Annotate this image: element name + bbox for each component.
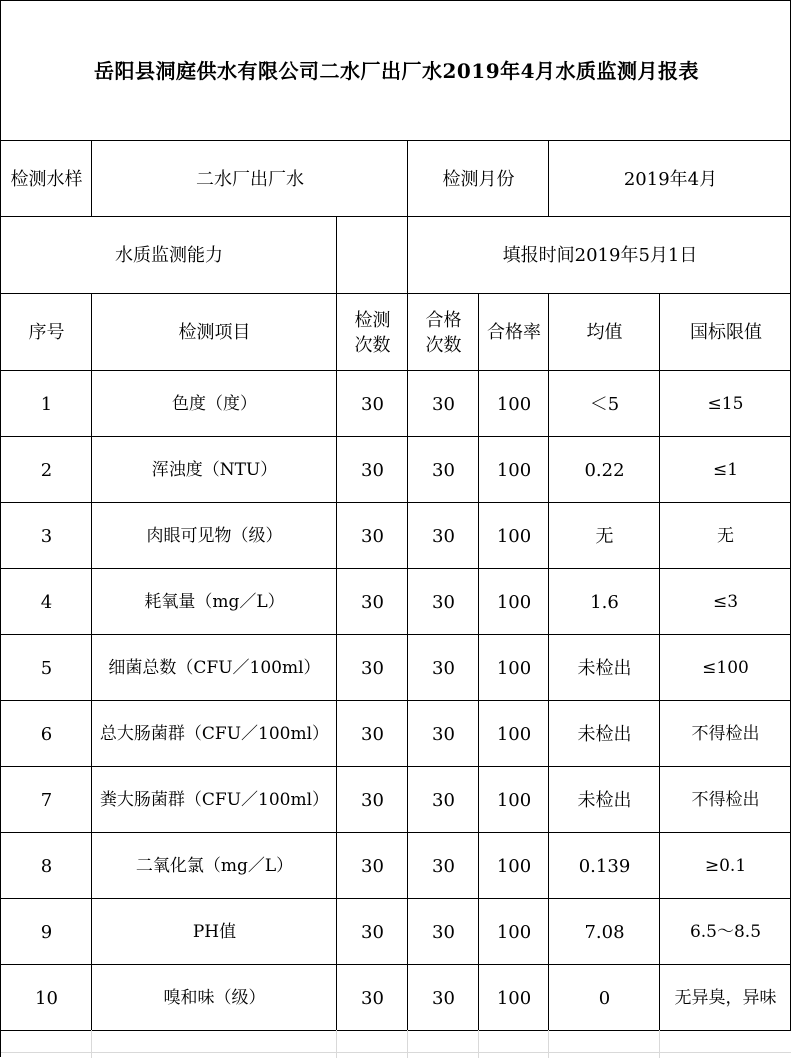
cell-pass: 30	[432, 591, 455, 613]
cell-no: 9	[40, 921, 53, 943]
faint-grid-line	[478, 1030, 479, 1058]
cell-rate: 100	[496, 921, 532, 943]
grid-line	[336, 217, 337, 294]
cell-tests: 30	[361, 657, 384, 679]
cell-limit: 不得检出	[691, 723, 760, 744]
month-value: 2019年4月	[623, 168, 718, 190]
cell-no: 3	[40, 525, 53, 547]
cell-mean: 1.6	[590, 591, 619, 613]
cell-tests: 30	[361, 591, 384, 613]
cell-rate: 100	[496, 525, 532, 547]
faint-grid-line	[1, 1052, 791, 1053]
grid-line	[91, 294, 92, 1030]
cell-no: 1	[40, 393, 53, 415]
grid-line	[548, 294, 549, 1030]
grid-line	[1, 216, 791, 217]
grid-line	[1, 898, 791, 899]
cell-item: 细菌总数（CFU／100ml）	[108, 657, 321, 678]
sample-label: 检测水样	[10, 168, 83, 190]
cell-item: 耗氧量（mg／L）	[144, 591, 285, 612]
cell-tests: 30	[361, 723, 384, 745]
cell-pass: 30	[432, 789, 455, 811]
cell-limit: ≥0.1	[704, 855, 747, 876]
cell-item: 嗅和味（级）	[163, 987, 266, 1008]
cell-item: 粪大肠菌群（CFU／100ml）	[99, 789, 330, 810]
cell-mean: ＜5	[589, 393, 620, 415]
cell-pass: 30	[432, 855, 455, 877]
cell-rate: 100	[496, 459, 532, 481]
cell-item: 肉眼可见物（级）	[146, 525, 283, 546]
cell-rate: 100	[496, 855, 532, 877]
cell-item: 二氧化氯（mg／L）	[135, 855, 294, 876]
cell-item: 总大肠菌群（CFU／100ml）	[99, 723, 330, 744]
grid-line	[407, 141, 408, 294]
cell-limit: ≤3	[712, 591, 739, 612]
cell-limit: 无异臭，异味	[674, 987, 777, 1008]
grid-line	[1, 293, 791, 294]
cell-rate: 100	[496, 789, 532, 811]
grid-line	[548, 141, 549, 217]
month-label: 检测月份	[442, 168, 515, 190]
cell-tests: 30	[361, 855, 384, 877]
cell-pass: 30	[432, 393, 455, 415]
faint-grid-line	[336, 1030, 337, 1058]
cell-rate: 100	[496, 723, 532, 745]
cell-mean: 7.08	[584, 921, 625, 943]
cell-limit: 无	[717, 525, 734, 546]
header-tests	[337, 294, 408, 371]
header-no: 序号	[28, 322, 65, 343]
cell-rate: 100	[496, 987, 532, 1009]
cell-no: 2	[40, 459, 53, 481]
grid-line	[1, 634, 791, 635]
cell-pass: 30	[432, 525, 455, 547]
cell-pass: 30	[432, 657, 455, 679]
grid-line	[407, 294, 408, 1030]
grid-line	[1, 140, 791, 141]
cell-pass: 30	[432, 723, 455, 745]
grid-line	[1, 502, 791, 503]
cell-item: 浑浊度（NTU）	[151, 459, 278, 480]
cell-no: 7	[40, 789, 53, 811]
header-rate: 合格率	[487, 322, 541, 343]
cell-mean: 0.22	[584, 459, 625, 481]
cell-mean: 未检出	[577, 789, 632, 811]
cell-tests: 30	[361, 459, 384, 481]
faint-grid-line	[659, 1030, 660, 1058]
cell-tests: 30	[361, 921, 384, 943]
report-title: 岳阳县洞庭供水有限公司二水厂出厂水2019年4月水质监测月报表	[93, 58, 700, 83]
fill-time: 填报时间2019年5月1日	[502, 245, 698, 266]
cell-limit: ≤100	[702, 657, 749, 678]
capacity-blank	[337, 217, 408, 294]
header-limit: 国标限值	[690, 322, 762, 343]
cell-mean: 0.139	[578, 855, 631, 877]
faint-grid-line	[548, 1030, 549, 1058]
cell-no: 6	[40, 723, 53, 745]
cell-mean: 未检出	[577, 723, 632, 745]
header-mean: 均值	[586, 322, 623, 343]
cell-rate: 100	[496, 591, 532, 613]
grid-line	[1, 436, 791, 437]
cell-rate: 100	[496, 393, 532, 415]
cell-limit: 6.5～8.5	[689, 921, 762, 942]
faint-grid-line	[91, 1030, 92, 1058]
grid-line	[1, 1030, 791, 1031]
cell-pass: 30	[432, 921, 455, 943]
header-item: 检测项目	[178, 322, 251, 343]
cell-tests: 30	[361, 525, 384, 547]
grid-line	[1, 370, 791, 371]
cell-rate: 100	[496, 657, 532, 679]
cell-limit: ≤15	[707, 393, 744, 414]
cell-tests: 30	[361, 987, 384, 1009]
cell-limit: ≤1	[712, 459, 739, 480]
cell-tests: 30	[361, 393, 384, 415]
header-tests-line2: 次数	[354, 334, 391, 356]
grid-line	[336, 294, 337, 1030]
faint-grid-line	[407, 1030, 408, 1058]
cell-no: 5	[40, 657, 53, 679]
cell-limit: 不得检出	[691, 789, 760, 810]
grid-line	[478, 294, 479, 1030]
grid-line	[1, 766, 791, 767]
grid-line	[1, 568, 791, 569]
cell-tests: 30	[361, 789, 384, 811]
grid-line	[1, 700, 791, 701]
cell-mean: 未检出	[577, 657, 632, 679]
header-tests-line1: 检测	[354, 309, 391, 331]
cell-no: 4	[40, 591, 53, 613]
grid-line	[659, 294, 660, 1030]
cell-mean: 无	[595, 525, 614, 547]
sample-value: 二水厂出厂水	[196, 168, 304, 190]
header-pass-line1: 合格	[425, 309, 462, 331]
cell-item: 色度（度）	[172, 393, 257, 414]
cell-pass: 30	[432, 459, 455, 481]
capacity-label: 水质监测能力	[115, 245, 223, 266]
grid-line	[1, 832, 791, 833]
cell-pass: 30	[432, 987, 455, 1009]
cell-mean: 0	[598, 987, 611, 1009]
grid-line	[1, 964, 791, 965]
header-pass	[408, 294, 479, 371]
cell-no: 10	[35, 987, 58, 1009]
grid-line	[91, 141, 92, 217]
header-pass-line2: 次数	[425, 334, 462, 356]
cell-no: 8	[40, 855, 53, 877]
cell-item: PH值	[192, 921, 237, 942]
